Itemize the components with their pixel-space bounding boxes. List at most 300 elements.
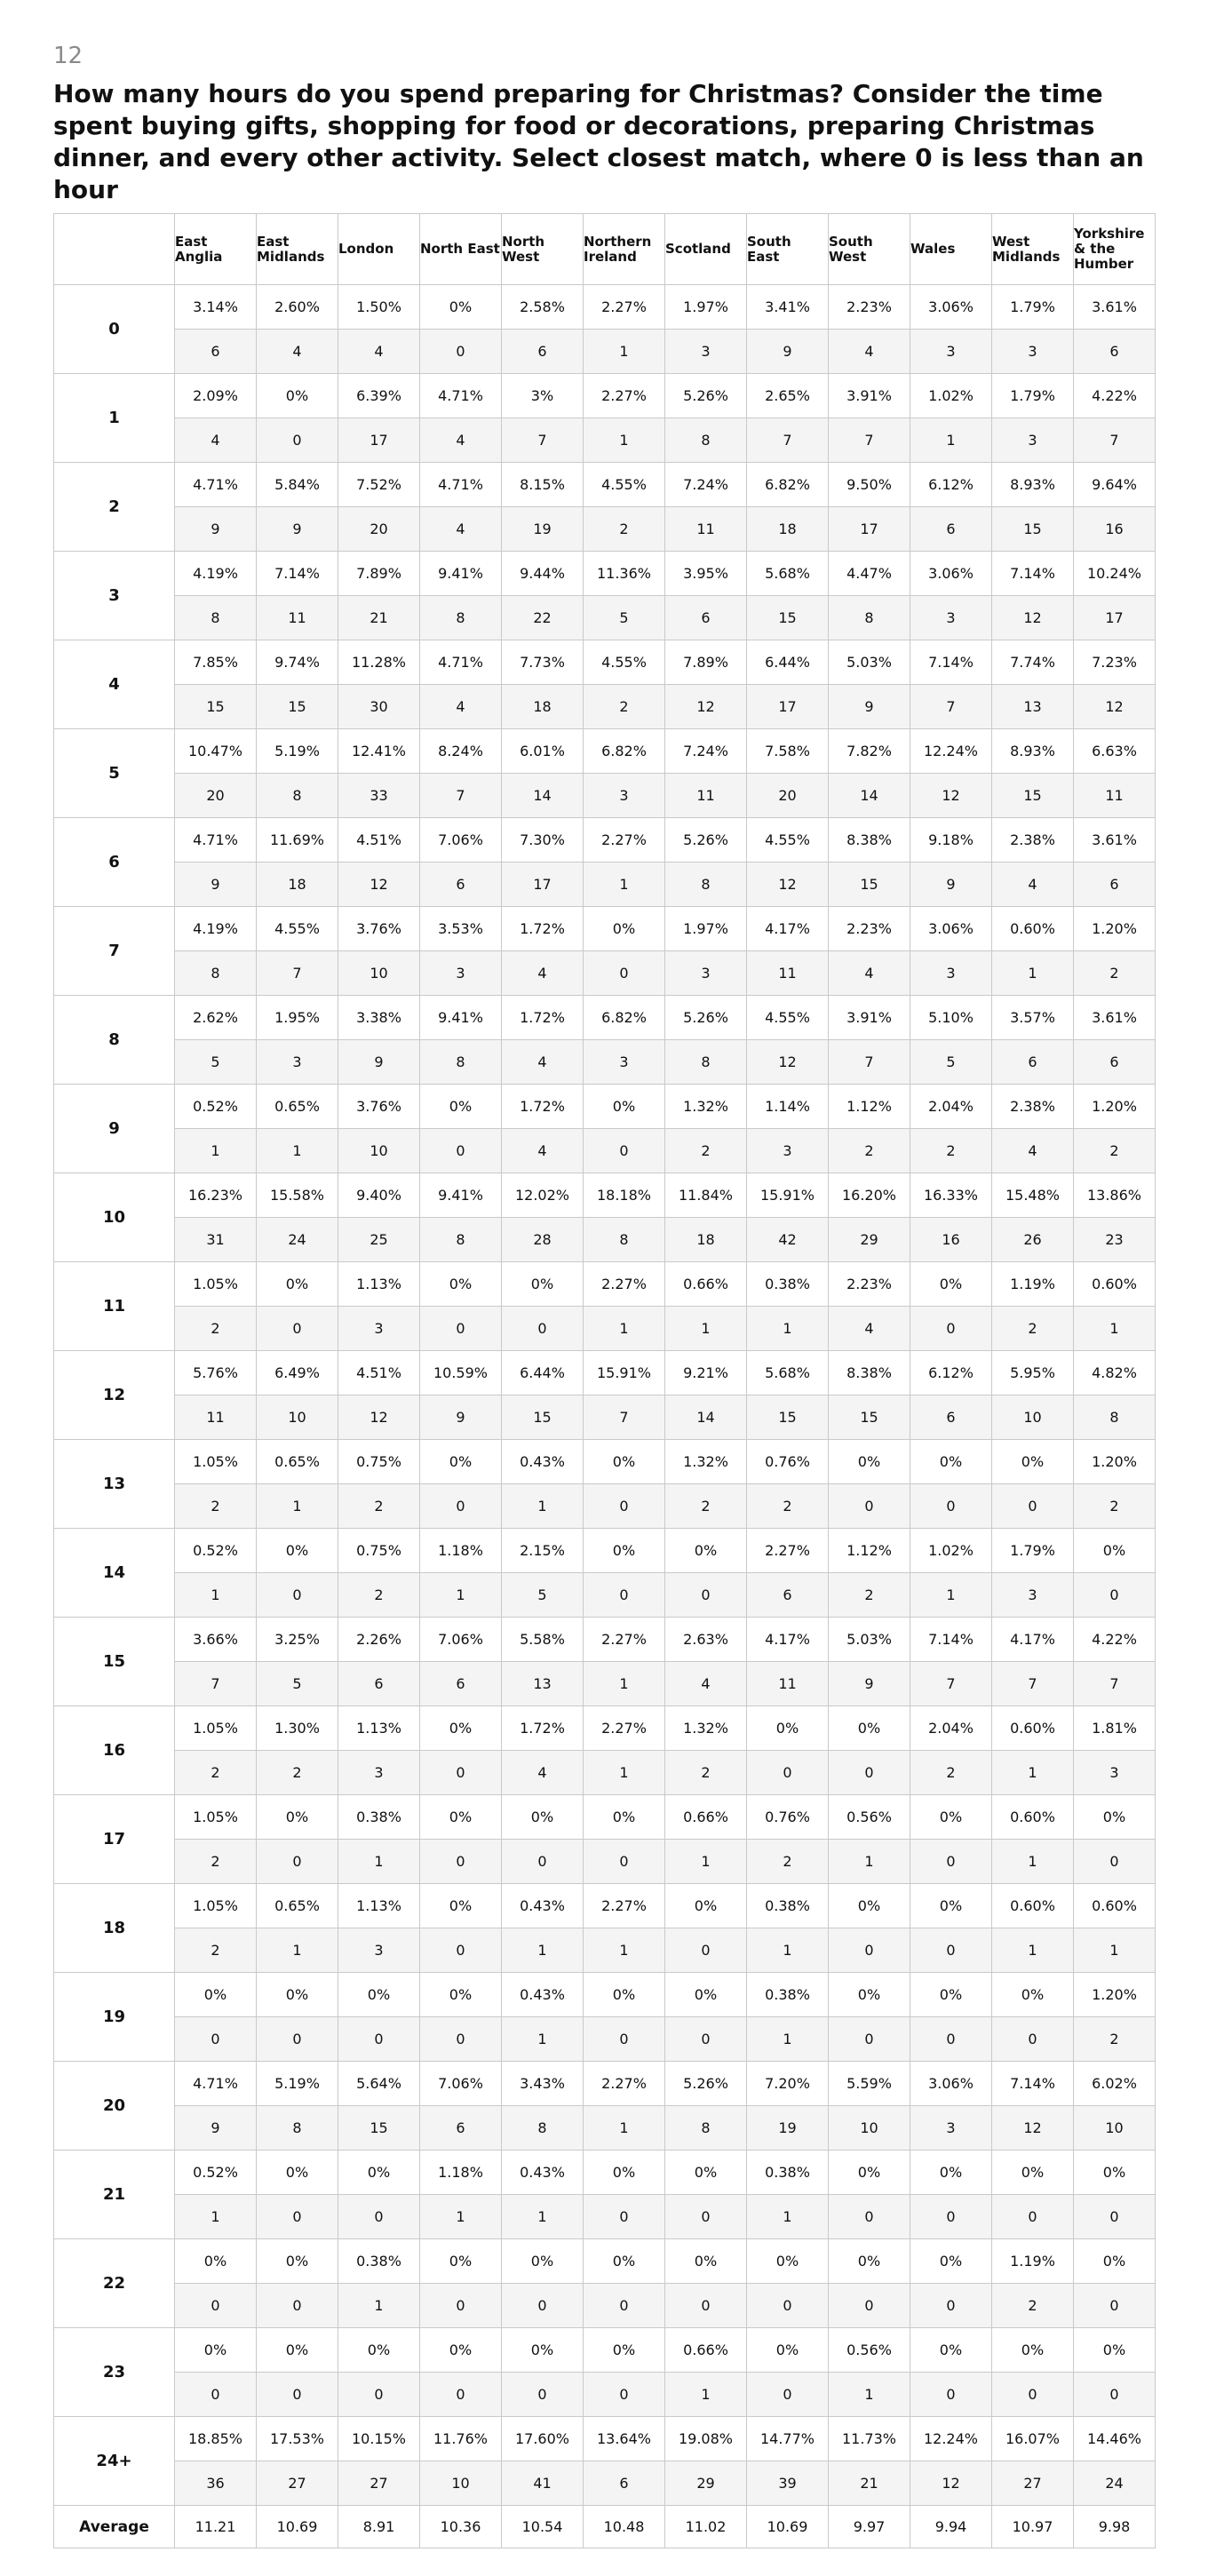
count-cell: 15 [829, 863, 910, 907]
count-cell: 4 [502, 951, 584, 996]
count-cell: 18 [502, 685, 584, 729]
count-cell: 0 [665, 1928, 747, 1973]
column-header: South East [747, 214, 829, 285]
count-cell: 27 [257, 2461, 338, 2506]
count-cell: 15 [502, 1395, 584, 1440]
count-cell: 7 [502, 418, 584, 463]
count-cell: 17 [502, 863, 584, 907]
percent-cell: 1.18% [420, 1529, 502, 1573]
count-cell: 21 [338, 596, 420, 640]
percent-cell: 4.22% [1074, 1618, 1156, 1662]
percent-cell: 4.47% [829, 552, 910, 596]
percent-cell: 11.36% [584, 552, 665, 596]
table-row [54, 685, 1156, 729]
percent-cell: 0% [502, 2239, 584, 2284]
count-cell: 12 [747, 863, 829, 907]
count-cell: 2 [584, 685, 665, 729]
percent-cell: 0% [420, 1795, 502, 1840]
count-cell: 25 [338, 1218, 420, 1262]
percent-cell: 11.84% [665, 1173, 747, 1218]
count-cell: 8 [584, 1218, 665, 1262]
count-cell: 6 [1074, 330, 1156, 374]
count-cell: 2 [910, 1129, 992, 1173]
count-cell: 1 [910, 1573, 992, 1618]
percent-cell: 0.60% [992, 1795, 1074, 1840]
percent-cell: 1.13% [338, 1262, 420, 1307]
table-row [54, 1928, 1156, 1973]
percent-cell: 0.60% [1074, 1884, 1156, 1928]
count-cell: 1 [665, 2373, 747, 2417]
table-row [54, 774, 1156, 818]
count-cell: 13 [502, 1662, 584, 1706]
percent-cell: 4.55% [747, 996, 829, 1040]
table-row [54, 507, 1156, 552]
percent-cell: 11.69% [257, 818, 338, 863]
count-cell: 11 [747, 951, 829, 996]
count-cell: 3 [910, 951, 992, 996]
percent-cell: 0.43% [502, 2151, 584, 2195]
count-cell: 7 [175, 1662, 257, 1706]
percent-cell: 2.04% [910, 1706, 992, 1751]
count-cell: 5 [257, 1662, 338, 1706]
count-cell: 1 [502, 1928, 584, 1973]
count-cell: 0 [257, 1573, 338, 1618]
percent-cell: 0% [584, 2239, 665, 2284]
percent-cell: 7.82% [829, 729, 910, 774]
row-label: 4 [54, 640, 175, 729]
count-cell: 9 [175, 507, 257, 552]
percent-cell: 7.20% [747, 2062, 829, 2106]
count-cell: 0 [910, 1484, 992, 1529]
percent-cell: 6.82% [584, 729, 665, 774]
count-cell: 9 [338, 1040, 420, 1085]
count-cell: 1 [992, 1751, 1074, 1795]
count-cell: 9 [829, 1662, 910, 1706]
count-cell: 0 [257, 2195, 338, 2239]
count-cell: 0 [257, 418, 338, 463]
percent-cell: 9.18% [910, 818, 992, 863]
percent-cell: 0.60% [992, 907, 1074, 951]
count-cell: 0 [420, 2373, 502, 2417]
count-cell: 0 [257, 2373, 338, 2417]
count-cell: 2 [747, 1840, 829, 1884]
percent-cell: 4.17% [992, 1618, 1074, 1662]
average-cell: 10.69 [747, 2506, 829, 2548]
percent-cell: 5.03% [829, 640, 910, 685]
percent-cell: 8.38% [829, 1351, 910, 1395]
percent-cell: 2.27% [584, 1262, 665, 1307]
percent-cell: 1.20% [1074, 1085, 1156, 1129]
percent-cell: 0.38% [747, 2151, 829, 2195]
count-cell: 36 [175, 2461, 257, 2506]
count-cell: 0 [584, 951, 665, 996]
percent-cell: 4.19% [175, 907, 257, 951]
row-label: 20 [54, 2062, 175, 2151]
table-row [54, 552, 1156, 596]
table-row [54, 1618, 1156, 1662]
count-cell: 8 [175, 951, 257, 996]
count-cell: 0 [502, 1307, 584, 1351]
count-cell: 3 [584, 774, 665, 818]
table-header [54, 214, 1156, 285]
percent-cell: 0% [420, 1085, 502, 1129]
count-cell: 17 [338, 418, 420, 463]
count-cell: 0 [910, 2284, 992, 2328]
row-label: 16 [54, 1706, 175, 1795]
count-cell: 15 [992, 507, 1074, 552]
count-cell: 2 [338, 1484, 420, 1529]
percent-cell: 18.18% [584, 1173, 665, 1218]
count-cell: 0 [257, 1307, 338, 1351]
percent-cell: 4.51% [338, 818, 420, 863]
percent-cell: 0% [829, 1440, 910, 1484]
count-cell: 4 [502, 1040, 584, 1085]
row-label: 10 [54, 1173, 175, 1262]
percent-cell: 6.01% [502, 729, 584, 774]
table-row [54, 1218, 1156, 1262]
count-cell: 7 [420, 774, 502, 818]
percent-cell: 0% [420, 1706, 502, 1751]
table-row [54, 2195, 1156, 2239]
count-cell: 0 [257, 2284, 338, 2328]
table-row [54, 2017, 1156, 2062]
table-row [54, 907, 1156, 951]
count-cell: 4 [992, 863, 1074, 907]
percent-cell: 1.05% [175, 1884, 257, 1928]
percent-cell: 0% [584, 1440, 665, 1484]
count-cell: 8 [665, 2106, 747, 2151]
percent-cell: 7.14% [910, 1618, 992, 1662]
percent-cell: 1.95% [257, 996, 338, 1040]
table-row [54, 285, 1156, 330]
percent-cell: 15.91% [747, 1173, 829, 1218]
count-cell: 6 [1074, 863, 1156, 907]
percent-cell: 7.14% [992, 552, 1074, 596]
count-cell: 41 [502, 2461, 584, 2506]
percent-cell: 3.76% [338, 907, 420, 951]
table-body [54, 285, 1156, 2548]
count-cell: 1 [175, 1129, 257, 1173]
percent-cell: 9.41% [420, 1173, 502, 1218]
count-cell: 4 [175, 418, 257, 463]
percent-cell: 1.72% [502, 1085, 584, 1129]
table-row [54, 1662, 1156, 1706]
percent-cell: 3.41% [747, 285, 829, 330]
count-cell: 1 [584, 1751, 665, 1795]
percent-cell: 11.76% [420, 2417, 502, 2461]
percent-cell: 0% [420, 1884, 502, 1928]
percent-cell: 7.85% [175, 640, 257, 685]
count-cell: 16 [1074, 507, 1156, 552]
count-cell: 0 [665, 2284, 747, 2328]
percent-cell: 2.27% [584, 1618, 665, 1662]
percent-cell: 0% [584, 1795, 665, 1840]
count-cell: 26 [992, 1218, 1074, 1262]
percent-cell: 4.71% [420, 463, 502, 507]
percent-cell: 5.68% [747, 1351, 829, 1395]
percent-cell: 0% [257, 1529, 338, 1573]
percent-cell: 0% [420, 1262, 502, 1307]
count-cell: 19 [747, 2106, 829, 2151]
count-cell: 1 [910, 418, 992, 463]
count-cell: 6 [584, 2461, 665, 2506]
count-cell: 12 [910, 2461, 992, 2506]
table-row [54, 463, 1156, 507]
percent-cell: 12.24% [910, 2417, 992, 2461]
row-label: 11 [54, 1262, 175, 1351]
count-cell: 24 [1074, 2461, 1156, 2506]
percent-cell: 0% [910, 1262, 992, 1307]
table-row [54, 818, 1156, 863]
percent-cell: 0.38% [338, 1795, 420, 1840]
percent-cell: 3.91% [829, 996, 910, 1040]
count-cell: 0 [338, 2017, 420, 2062]
count-cell: 4 [829, 330, 910, 374]
count-cell: 5 [584, 596, 665, 640]
table-row [54, 596, 1156, 640]
count-cell: 6 [175, 330, 257, 374]
percent-cell: 0% [992, 1973, 1074, 2017]
percent-cell: 1.79% [992, 1529, 1074, 1573]
count-cell: 0 [665, 1573, 747, 1618]
percent-cell: 0% [257, 2328, 338, 2373]
count-cell: 1 [665, 1307, 747, 1351]
percent-cell: 7.30% [502, 818, 584, 863]
count-cell: 0 [1074, 2284, 1156, 2328]
count-cell: 10 [338, 1129, 420, 1173]
percent-cell: 5.26% [665, 818, 747, 863]
count-cell: 12 [338, 1395, 420, 1440]
percent-cell: 0% [257, 1262, 338, 1307]
percent-cell: 5.58% [502, 1618, 584, 1662]
percent-cell: 9.41% [420, 996, 502, 1040]
average-cell: 11.02 [665, 2506, 747, 2548]
percent-cell: 5.84% [257, 463, 338, 507]
count-cell: 6 [910, 507, 992, 552]
percent-cell: 8.24% [420, 729, 502, 774]
count-cell: 3 [910, 2106, 992, 2151]
percent-cell: 0.56% [829, 2328, 910, 2373]
count-cell: 4 [420, 418, 502, 463]
percent-cell: 0% [420, 1973, 502, 2017]
count-cell: 0 [584, 2195, 665, 2239]
count-cell: 15 [829, 1395, 910, 1440]
table-row [54, 330, 1156, 374]
percent-cell: 2.38% [992, 1085, 1074, 1129]
count-cell: 10 [1074, 2106, 1156, 2151]
count-cell: 1 [747, 2195, 829, 2239]
percent-cell: 2.27% [584, 818, 665, 863]
percent-cell: 4.17% [747, 907, 829, 951]
count-cell: 11 [175, 1395, 257, 1440]
count-cell: 3 [338, 1307, 420, 1351]
percent-cell: 8.93% [992, 463, 1074, 507]
percent-cell: 6.63% [1074, 729, 1156, 774]
header-row [54, 214, 1156, 285]
count-cell: 1 [584, 1662, 665, 1706]
count-cell: 18 [747, 507, 829, 552]
percent-cell: 9.50% [829, 463, 910, 507]
count-cell: 0 [910, 2017, 992, 2062]
percent-cell: 2.27% [584, 1706, 665, 1751]
percent-cell: 4.17% [747, 1618, 829, 1662]
percent-cell: 0% [992, 2328, 1074, 2373]
percent-cell: 0% [910, 1440, 992, 1484]
table-row [54, 1395, 1156, 1440]
count-cell: 1 [829, 1840, 910, 1884]
count-cell: 2 [829, 1129, 910, 1173]
percent-cell: 0.65% [257, 1085, 338, 1129]
percent-cell: 0% [992, 2151, 1074, 2195]
count-cell: 0 [420, 1307, 502, 1351]
percent-cell: 4.19% [175, 552, 257, 596]
percent-cell: 0.43% [502, 1440, 584, 1484]
count-cell: 0 [584, 1573, 665, 1618]
count-cell: 0 [584, 2373, 665, 2417]
table-row [54, 1973, 1156, 2017]
percent-cell: 2.63% [665, 1618, 747, 1662]
count-cell: 8 [665, 863, 747, 907]
count-cell: 15 [257, 685, 338, 729]
count-cell: 2 [1074, 1129, 1156, 1173]
percent-cell: 6.02% [1074, 2062, 1156, 2106]
percent-cell: 2.15% [502, 1529, 584, 1573]
count-cell: 12 [747, 1040, 829, 1085]
count-cell: 9 [420, 1395, 502, 1440]
count-cell: 10 [992, 1395, 1074, 1440]
row-label: 5 [54, 729, 175, 818]
count-cell: 8 [502, 2106, 584, 2151]
average-row [54, 2506, 1156, 2548]
count-cell: 0 [420, 2017, 502, 2062]
count-cell: 7 [829, 418, 910, 463]
count-cell: 14 [829, 774, 910, 818]
count-cell: 5 [502, 1573, 584, 1618]
count-cell: 1 [584, 1307, 665, 1351]
percent-cell: 0% [665, 1973, 747, 2017]
table-row [54, 2106, 1156, 2151]
percent-cell: 0.60% [1074, 1262, 1156, 1307]
percent-cell: 0% [584, 1973, 665, 2017]
count-cell: 0 [747, 2284, 829, 2328]
count-cell: 0 [1074, 2195, 1156, 2239]
count-cell: 0 [829, 2284, 910, 2328]
count-cell: 12 [338, 863, 420, 907]
row-label: 1 [54, 374, 175, 463]
column-header: Yorkshire & the Humber [1074, 214, 1156, 285]
count-cell: 12 [665, 685, 747, 729]
percent-cell: 2.26% [338, 1618, 420, 1662]
count-cell: 10 [338, 951, 420, 996]
percent-cell: 9.41% [420, 552, 502, 596]
percent-cell: 0.76% [747, 1795, 829, 1840]
column-header: Wales [910, 214, 992, 285]
percent-cell: 7.24% [665, 729, 747, 774]
row-label: 21 [54, 2151, 175, 2239]
table-row [54, 2328, 1156, 2373]
count-cell: 15 [747, 1395, 829, 1440]
percent-cell: 6.82% [747, 463, 829, 507]
percent-cell: 1.13% [338, 1884, 420, 1928]
count-cell: 1 [338, 1840, 420, 1884]
percent-cell: 15.48% [992, 1173, 1074, 1218]
count-cell: 0 [420, 1484, 502, 1529]
percent-cell: 0.60% [992, 1706, 1074, 1751]
average-cell: 9.97 [829, 2506, 910, 2548]
count-cell: 1 [747, 1928, 829, 1973]
table-row [54, 996, 1156, 1040]
average-cell: 11.21 [175, 2506, 257, 2548]
count-cell: 17 [1074, 596, 1156, 640]
percent-cell: 0% [1074, 2328, 1156, 2373]
percent-cell: 1.97% [665, 907, 747, 951]
percent-cell: 3.06% [910, 552, 992, 596]
percent-cell: 0% [910, 1795, 992, 1840]
count-cell: 1 [502, 1484, 584, 1529]
count-cell: 31 [175, 1218, 257, 1262]
percent-cell: 7.14% [257, 552, 338, 596]
count-cell: 0 [420, 1129, 502, 1173]
percent-cell: 1.72% [502, 907, 584, 951]
percent-cell: 0.52% [175, 1085, 257, 1129]
percent-cell: 0.52% [175, 1529, 257, 1573]
percent-cell: 0% [665, 1529, 747, 1573]
count-cell: 0 [665, 2017, 747, 2062]
percent-cell: 0% [584, 1085, 665, 1129]
percent-cell: 8.15% [502, 463, 584, 507]
percent-cell: 4.71% [175, 2062, 257, 2106]
percent-cell: 7.06% [420, 818, 502, 863]
percent-cell: 9.21% [665, 1351, 747, 1395]
column-header: East Midlands [257, 214, 338, 285]
count-cell: 0 [747, 2373, 829, 2417]
count-cell: 2 [829, 1573, 910, 1618]
percent-cell: 7.89% [338, 552, 420, 596]
count-cell: 1 [502, 2195, 584, 2239]
count-cell: 0 [910, 1928, 992, 1973]
percent-cell: 13.86% [1074, 1173, 1156, 1218]
percent-cell: 3.25% [257, 1618, 338, 1662]
percent-cell: 0.60% [992, 1884, 1074, 1928]
percent-cell: 0% [992, 1440, 1074, 1484]
percent-cell: 4.55% [257, 907, 338, 951]
percent-cell: 1.32% [665, 1085, 747, 1129]
average-cell: 10.54 [502, 2506, 584, 2548]
percent-cell: 0.66% [665, 1795, 747, 1840]
percent-cell: 0% [829, 2239, 910, 2284]
count-cell: 1 [257, 1484, 338, 1529]
percent-cell: 3.14% [175, 285, 257, 330]
table-row [54, 1529, 1156, 1573]
count-cell: 0 [665, 2195, 747, 2239]
percent-cell: 5.68% [747, 552, 829, 596]
count-cell: 0 [257, 1840, 338, 1884]
percent-cell: 0% [257, 1973, 338, 2017]
percent-cell: 5.26% [665, 374, 747, 418]
count-cell: 1 [257, 1928, 338, 1973]
percent-cell: 16.20% [829, 1173, 910, 1218]
percent-cell: 0.38% [747, 1973, 829, 2017]
row-label: 6 [54, 818, 175, 907]
count-cell: 3 [992, 1573, 1074, 1618]
percent-cell: 10.15% [338, 2417, 420, 2461]
percent-cell: 1.72% [502, 996, 584, 1040]
percent-cell: 1.97% [665, 285, 747, 330]
percent-cell: 3.66% [175, 1618, 257, 1662]
count-cell: 2 [175, 1928, 257, 1973]
percent-cell: 2.27% [584, 2062, 665, 2106]
table-row [54, 2151, 1156, 2195]
